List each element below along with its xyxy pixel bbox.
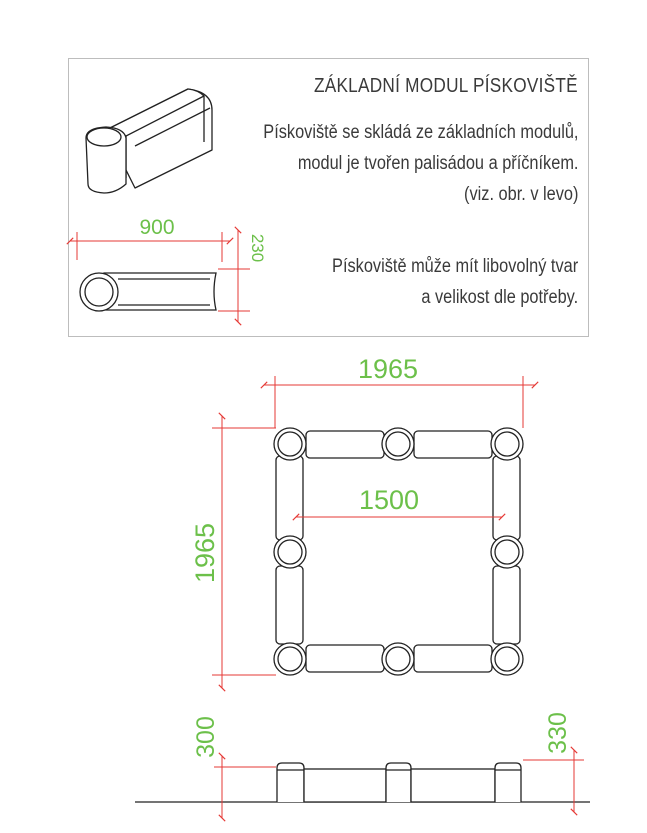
module-title: ZÁKLADNÍ MODUL PÍSKOVIŠTĚ — [314, 75, 578, 97]
beam-height-label: 330 — [544, 712, 572, 754]
module-length-label: 900 — [139, 216, 175, 239]
outer-depth-dimension — [212, 416, 276, 688]
post-height-dimension — [214, 756, 276, 818]
sandpit-elevation-drawing — [135, 763, 590, 802]
corner-post — [491, 428, 523, 460]
corner-post — [274, 643, 306, 675]
corner-post — [491, 643, 523, 675]
mid-post — [491, 536, 523, 568]
post-height-label: 300 — [192, 716, 220, 758]
shape-note-line: Pískoviště může mít libovolný tvar — [331, 256, 578, 277]
outer-depth-label: 1965 — [190, 522, 220, 584]
sandpit-plan-drawing — [274, 428, 523, 675]
shape-note-line: a velikost dle potřeby. — [421, 287, 578, 308]
module-isometric-drawing — [86, 89, 212, 193]
mid-post — [382, 428, 414, 460]
inner-width-label: 1500 — [358, 485, 420, 515]
mid-post — [382, 643, 414, 675]
corner-post — [274, 428, 306, 460]
outer-width-label: 1965 — [357, 354, 419, 384]
module-width-label: 230 — [248, 233, 267, 263]
beam-height-dimension — [523, 750, 584, 812]
mid-post — [274, 536, 306, 568]
module-plan-drawing — [80, 273, 216, 311]
description-line: Pískoviště se skládá ze základních modulů, — [262, 122, 578, 143]
module-width-dimension — [218, 230, 250, 322]
description-line: (viz. obr. v levo) — [463, 184, 578, 205]
description-line: modul je tvořen palisádou a příčníkem. — [297, 153, 578, 174]
